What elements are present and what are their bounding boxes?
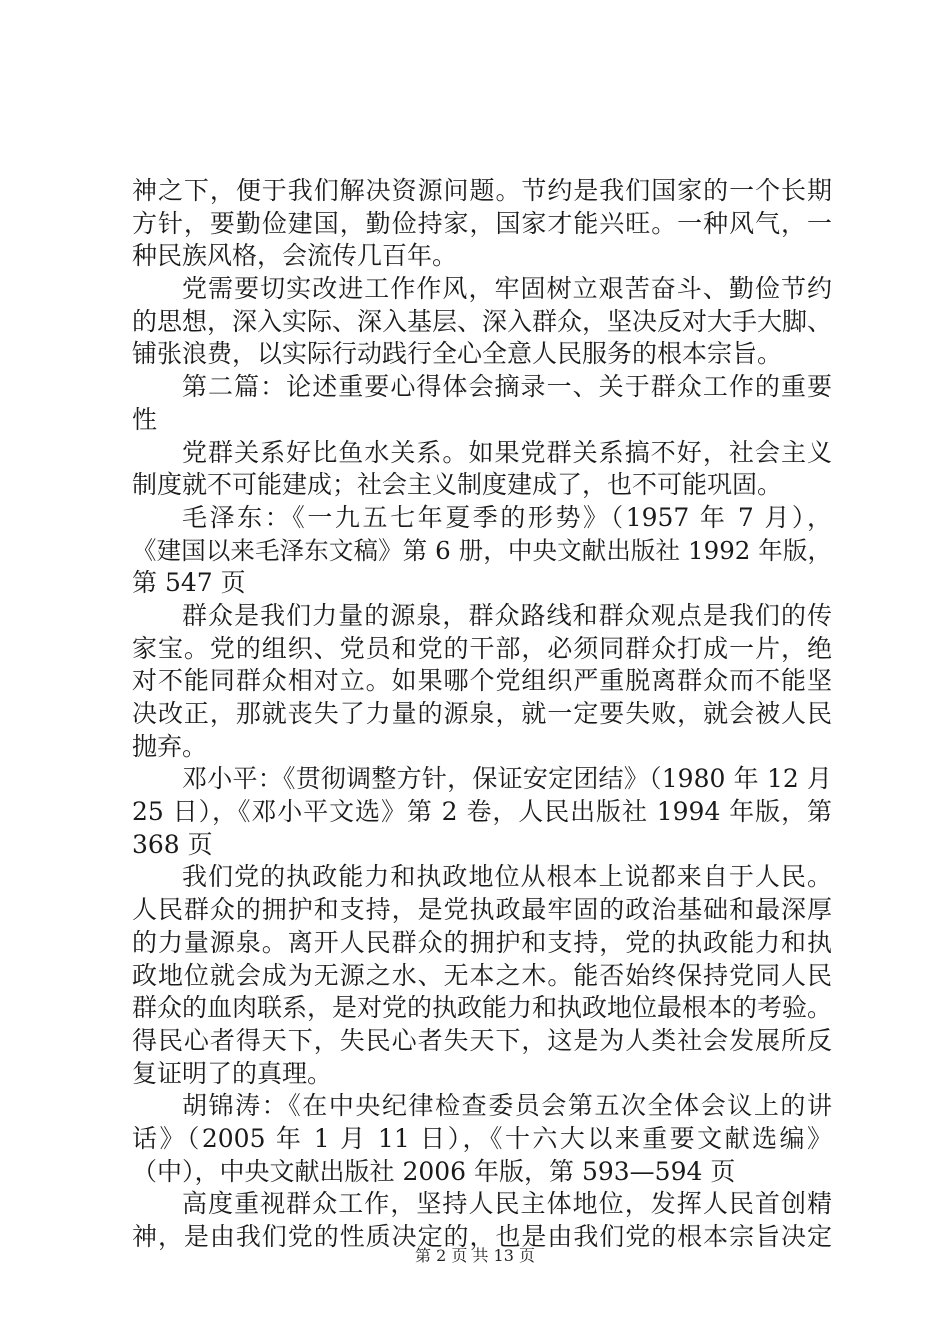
text-line: 神，是由我们党的性质决定的，也是由我们党的根本宗旨决定 <box>132 1222 832 1251</box>
text-line: 政地位就会成为无源之水、无本之木。能否始终保持党同人民 <box>132 960 832 990</box>
text-line: 毛泽东：《一九五七年夏季的形势》（1957 年 7 月）， <box>182 502 832 532</box>
text-line: 党需要切实改进工作作风，牢固树立艰苦奋斗、勤俭节约 <box>182 274 832 304</box>
text-line: 第 547 页 <box>132 568 246 598</box>
text-line: 邓小平：《贯彻调整方针，保证安定团结》（1980 年 12 月 <box>182 764 832 794</box>
text-line: 铺张浪费，以实际行动践行全心全意人民服务的根本宗旨。 <box>132 339 783 369</box>
text-line: 人民群众的拥护和支持，是党执政最牢固的政治基础和最深厚 <box>132 895 832 925</box>
text-line: 家宝。党的组织、党员和党的干部，必须同群众打成一片，绝 <box>132 633 832 663</box>
text-line: 复证明了的真理。 <box>132 1058 333 1088</box>
text-line: 的力量源泉。离开人民群众的拥护和支持，党的执政能力和执 <box>132 927 832 957</box>
text-line: 群众是我们力量的源泉，群众路线和群众观点是我们的传 <box>182 600 832 630</box>
text-line: 决改正，那就丧失了力量的源泉，就一定要失败，就会被人民 <box>132 699 832 728</box>
text-line: 方针，要勤俭建国，勤俭持家，国家才能兴旺。一种风气，一 <box>132 208 832 238</box>
text-line: （中），中央文献出版社 2006 年版，第 593—594 页 <box>132 1156 736 1186</box>
text-line: 《建国以来毛泽东文稿》第 6 册，中央文献出版社 1992 年版， <box>132 535 832 565</box>
text-line: 群众的血肉联系，是对党的执政能力和执政地位最根本的考验。 <box>132 993 833 1023</box>
text-line: 性 <box>132 404 158 434</box>
text-line: 党群关系好比鱼水关系。如果党群关系搞不好，社会主义 <box>182 437 832 467</box>
text-line: 神之下，便于我们解决资源问题。节约是我们国家的一个长期 <box>132 176 832 205</box>
text-line: 抛弃。 <box>132 731 208 761</box>
document-body <box>132 175 832 1254</box>
text-line: 高度重视群众工作，坚持人民主体地位，发挥人民首创精 <box>182 1189 832 1219</box>
text-line: 第二篇：论述重要心得体会摘录一、关于群众工作的重要 <box>182 372 832 402</box>
text-line: 胡锦涛：《在中央纪律检查委员会第五次全体会议上的讲 <box>182 1091 832 1121</box>
text-line: 的思想，深入实际、深入基层、深入群众，坚决反对大手大脚、 <box>132 306 833 336</box>
text-line: 话》（2005 年 1 月 11 日），《十六大以来重要文献选编》 <box>132 1123 832 1153</box>
text-line: 我们党的执政能力和执政地位从根本上说都来自于人民。 <box>182 862 832 892</box>
text-line: 得民心者得天下，失民心者失天下，这是为人类社会发展所反 <box>132 1025 832 1055</box>
text-line: 制度就不可能建成；社会主义制度建成了，也不可能巩固。 <box>132 470 783 500</box>
text-line: 对不能同群众相对立。如果哪个党组织严重脱离群众而不能坚 <box>132 666 832 696</box>
text-line: 368 页 <box>132 829 213 859</box>
text-line: 种民族风格，会流传几百年。 <box>132 241 458 271</box>
text-line: 25 日），《邓小平文选》第 2 卷，人民出版社 1994 年版，第 <box>132 797 832 827</box>
page-number-footer: 第 2 页 共 13 页 <box>415 1246 535 1265</box>
